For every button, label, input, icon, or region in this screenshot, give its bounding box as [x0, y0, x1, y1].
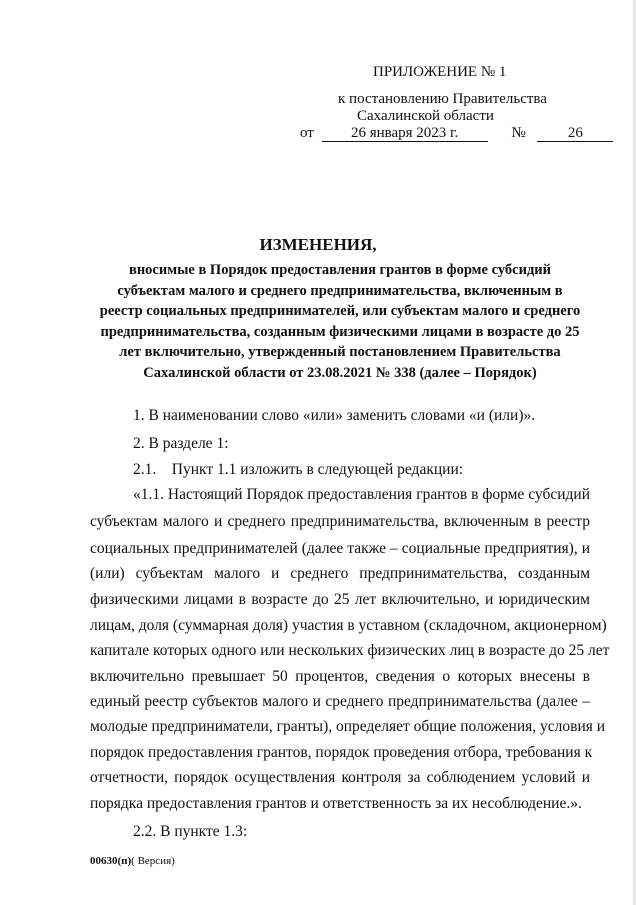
resolution-line: к постановлению Правительства [338, 91, 547, 107]
quote-line: капитале которых одного или нескольких физических лиц в возрасте до 25 лет [90, 642, 610, 659]
subtitle-line: субъектам малого и среднего предпринимательства, включенным в [117, 282, 563, 299]
quote-last-line: порядка предоставления грантов и ответственность за их несоблюдение.». [90, 795, 582, 812]
subtitle-line: предпринимательства, созданным физическими лицами в возрасте до 25 [100, 323, 580, 340]
document-subtitle [60, 260, 620, 383]
quote-line: отчетности, порядок осуществления контроля за соблюдением условий и [90, 769, 590, 786]
quote-line: (или) субъектам малого и среднего предпринимательства, созданным [90, 565, 590, 582]
quote-line: единый реестр субъектов малого и среднего предпринимательства (далее – [90, 693, 590, 710]
subtitle-line: реестр социальных предпринимателей, или субъектам малого и среднего [99, 303, 581, 319]
quote-line: включительно превышает 50 процентов, сведения о которых внесены в [90, 668, 590, 685]
version-label: ( Версия) [131, 855, 175, 867]
quote-line: социальных предпринимателей (далее также – социальные предприятия), и [90, 540, 590, 557]
item-2: 2. В разделе 1: [133, 435, 229, 452]
quote-line: порядок предоставления грантов, порядок проведения отбора, требования к [90, 744, 593, 761]
quote-line: субъектам малого и среднего предпринимательства, включенным в реестр [90, 513, 590, 530]
quote-line: физическими лицами в возрасте до 25 лет включительно, и юридическим [90, 591, 590, 608]
quote-line: «1.1. Настоящий Порядок предоставления грантов в форме субсидий [133, 486, 590, 503]
quote-line: лицам, доля (суммарная доля) участия в уставном (складочном, акционерном) [90, 617, 607, 634]
resolution-number: 26 [537, 126, 613, 142]
region-line: Сахалинской области [357, 108, 494, 124]
number-label: № [511, 125, 526, 141]
date-number-line [300, 125, 613, 142]
resolution-date: 26 января 2023 г. [322, 126, 488, 142]
item-1: 1. В наименовании слово «или» заменить словами «и (или)». [133, 407, 536, 424]
document-title: ИЗМЕНЕНИЯ, [259, 235, 377, 254]
subtitle-line: вносимые в Порядок предоставления грантов в форме субсидий [128, 262, 551, 278]
document-code: 00630(п) [90, 855, 132, 867]
subtitle-line: лет включительно, утвержденный постановлением Правительства [119, 344, 561, 360]
document-code-footer [90, 855, 175, 867]
item-2-2: 2.2. В пункте 1.3: [133, 823, 248, 840]
from-label: от [300, 125, 314, 141]
appendix-label: ПРИЛОЖЕНИЕ № 1 [373, 64, 507, 80]
quote-line: молодые предприниматели, гранты), определяет общие положения, условия и [90, 718, 606, 735]
item-2-1: 2.1. Пункт 1.1 изложить в следующей редакции: [133, 461, 464, 478]
subtitle-line: Сахалинской области от 23.08.2021 № 338 (далее – Порядок) [143, 364, 537, 381]
